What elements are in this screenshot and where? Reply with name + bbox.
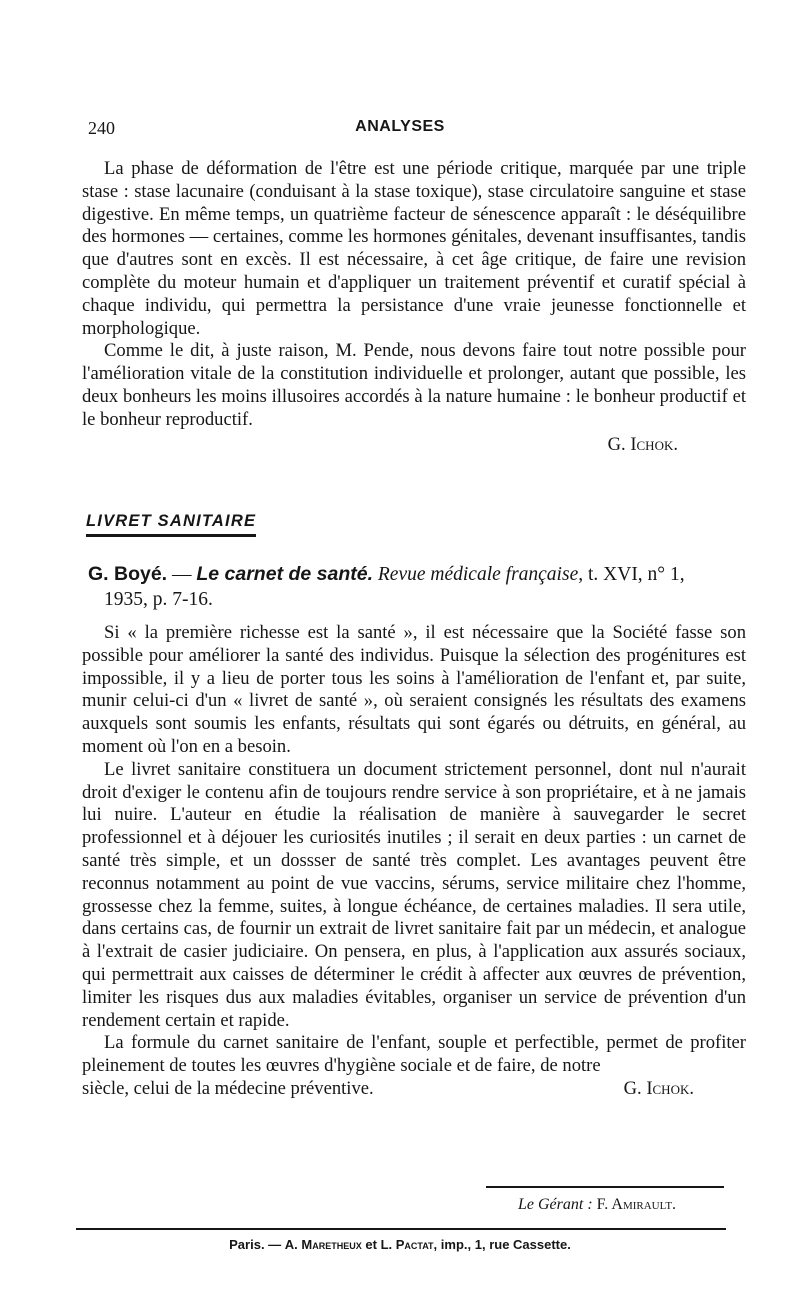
printer-conj: et — [365, 1237, 377, 1252]
printer-prefix: Paris. — — [229, 1237, 282, 1252]
running-title: ANALYSES — [355, 118, 445, 135]
page-header — [0, 118, 800, 146]
paragraph: Si « la première richesse est la santé », il est nécessaire que la Société fasse son possible pour améliorer la santé des individus. Puisque la sélection des progénitures est impossible, il y a lieu de porter tous les soins à l'amélioration de l'enfant et, par suite, munir celui-ci d'un « livret de santé », où seraient consignés les résultats des examens auxquels sont soumis les enfants, résultats qui sont égarés ou détruits, en général, au moment où l'on en a besoin. — [82, 622, 746, 757]
paragraph: Comme le dit, à juste raison, M. Pende, nous devons faire tout notre possible pour l'amélioration vitale de la constitution individuelle et prolonger, autant que possible, les deux bonheurs les moins illusoires accordés à la nature humaine : le bonheur productif et le bonheur reproductif. — [82, 340, 746, 430]
page-number: 240 — [88, 118, 115, 138]
printer-name-1: A. Maretheux — [284, 1237, 362, 1252]
gerant-rule — [486, 1186, 724, 1188]
reference-journal: Revue médicale française, — [377, 564, 584, 585]
footer-rule — [76, 1228, 726, 1230]
body-text-bottom — [82, 622, 746, 1101]
closing-text: siècle, celui de la médecine préventive. — [82, 1077, 374, 1099]
closing-line — [82, 1078, 746, 1101]
body-text-top — [82, 158, 746, 456]
reference-title: Le carnet de santé. — [196, 563, 374, 585]
signature — [82, 434, 746, 457]
reference-dash: — — [171, 564, 192, 585]
printer-line — [0, 1237, 800, 1252]
paragraph: La phase de déformation de l'être est une période critique, marquée par une triple stase : stase lacunaire (conduisant à la stase toxique), stase circulatoire sanguine et stase digestive. En même temps, un quatrième facteur de sénescence apparaît : le déséquilibre des hormones — certaines, comme les hormones génitales, devenant insuffisantes, tandis que d'autres sont en excès. Il est nécessaire, à cet âge critique, de faire une revision complète du moteur humain et d'appliquer un traitement préventif et curatif spécial à chaque individu, qui permettra la persistance d'une vraie jeunesse fonctionnelle et morphologique. — [82, 158, 746, 339]
paragraph: La formule du carnet sanitaire de l'enfant, souple et perfectible, permet de profiter pleinement de toutes les œuvres d'hygiène sociale et de faire, de notre — [82, 1032, 746, 1077]
printer-name-2: L. Pactat, — [380, 1237, 438, 1252]
reference-year-pages: 1935, p. 7-16. — [104, 589, 213, 610]
signature: G. Ichok. — [623, 1077, 694, 1099]
gerant-name: F. Amirault. — [596, 1196, 677, 1213]
paragraph: Le livret sanitaire constituera un document strictement personnel, dont nul n'aurait droit d'exiger le contenu afin de toujours rendre service à son propriétaire, et à ne jamais lui nuire. L'auteur en étudie la réalisation de manière à sauvegarder le secret professionnel et à déjouer les curiosités inutiles ; il serait en deux parties : un carnet de santé très simple, et un dossser de santé très complet. Les avantages peuvent être reconnus notamment au point de vue vaccins, sérums, service militaire chez l'homme, grossesse chez la femme, suites, à longue échéance, de certaines maladies. Il sera utile, dans certains cas, de fournir un extrait de livret sanitaire fait par un médecin, et analogue à l'extrait de casier judiciaire. On pensera, en plus, à l'application aux assurés sociaux, qui permettrait aux caisses de déterminer le crédit à affecter aux œuvres de prévention, limiter les risques dus aux maladies évitables, organiser un service de prévention d'un rendement certain et rapide. — [82, 758, 746, 1031]
bibliographic-reference — [88, 562, 752, 612]
reference-volume: t. XVI, n° 1, — [587, 564, 685, 585]
printer-suffix: imp., 1, rue Cassette. — [440, 1237, 571, 1252]
gerant-label: Le Gérant : — [518, 1196, 593, 1213]
signature-initial: G. — [607, 433, 626, 455]
gerant-line — [518, 1196, 676, 1214]
signature-name: Ichok. — [630, 433, 678, 455]
reference-author: G. Boyé. — [88, 563, 168, 585]
section-heading: LIVRET SANITAIRE — [86, 512, 256, 537]
